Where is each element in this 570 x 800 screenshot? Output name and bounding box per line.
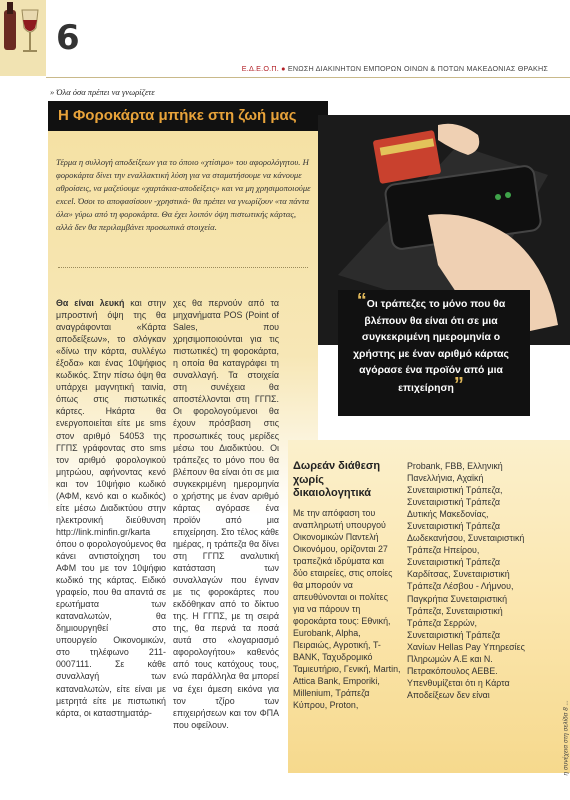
header-divider <box>46 77 570 78</box>
close-quote-icon: ” <box>453 373 464 396</box>
wine-logo <box>0 0 46 76</box>
association-name: ΕΝΩΣΗ ΔΙΑΚΙΝΗΤΩΝ ΕΜΠΟΡΩΝ ΟΙΝΩΝ & ΠΟΤΩΝ ΜΑΚΕΔΟΝΙΑΣ ΘΡΑΚΗΣ <box>287 64 548 73</box>
continued-note: η συνέχεια στη σελίδα 8 ... <box>563 700 570 776</box>
pull-quote <box>352 290 510 397</box>
column-3-text: Με την απόφαση του αναπληρωτή υπουργού Οικονομικών Παντελή Οικονόμου, ορίζονται 27 τραπεζικά ιδρύματα και δύο εταιρείες, στις οποίες θα μπορούν να απευθύνονται οι πολίτες για να πάρουν τη φοροκάρτα τους: Εθνική, Eurobank, Alpha, Πειραιώς, Αγροτική, T-BANK, Ταχυδρομικό Ταμιευτήριο, Γενική, Martin, Attica Bank, Emporiki, Millenium, Τράπεζα Κύπρου, Proton, <box>293 507 401 711</box>
column-3 <box>293 460 401 711</box>
subheading: Δωρεάν διάθεση χωρίς δικαιολογητικά <box>293 460 381 499</box>
page-number: 6 <box>56 18 80 58</box>
pull-quote-text: Οι τράπεζες το μόνο που θα βλέπουν θα είναι ότι σε μια συγκεκριμένη ημερομηνία ο χρήστης με έναν αριθμό κάρτας αγόρασε ένα προϊόν από μια επιχείρηση <box>353 299 509 394</box>
section-label: » Όλα όσα πρέπει να γνωρίζετε <box>50 87 155 97</box>
wine-glass-bottle-icon <box>0 0 46 76</box>
column-1-lead: Θα είναι λευκή <box>56 298 125 308</box>
open-quote-icon: “ <box>356 290 367 312</box>
intro-divider <box>58 267 308 268</box>
article-intro: Τέρμα η συλλογή αποδείξεων για το όποιο «χτίσιμο» του αφορολόγητου. Η φοροκάρτα δίνει την εναλλακτική λύση για να σταματήσουμε να κάνουμε αθροίσεις, να μαζεύουμε «χαρτάκια-αποδείξεις» και να μη χρησιμοποιούμε excel. Όσοι το αποφασίσουν -χρηστικά- θα πρέπει να γνωρίζουν «τα πάντα όλα» γύρω από τη φοροκάρτα. Θα έχει λοιπόν όψη πιστωτικής κάρτας, αλλά δεν θα περιλαμβάνει προσωπικά στοιχεία. <box>56 157 311 232</box>
column-4: Probank, FBB, Ελληνική Πανελλήνια, Αχαϊκή Συνεταιριστική Τράπεζα, Συνεταιριστική Τράπεζα Δυτικής Μακεδονίας, Συνεταιριστική Τράπεζα Δωδεκανήσου, Συνεταιριστική Τράπεζα Ηπείρου, Συνεταιριστική Τράπεζα Καρδίτσας, Συνεταιριστική Τράπεζα Λέσβου - Λήμνου, Παγκρήτια Συνεταιριστική Τράπεζα, Συνεταιριστική Τράπεζα Σερρών, Συνεταιριστική Τράπεζα Χανίων Hellas Pay Υπηρεσίες Πληρωμών Α.Ε και Ν. Πετρακόπουλος ΑΕΒΕ. Υπενθυμίζεται ότι η Κάρτα Αποδείξεων δεν είναι <box>407 461 525 700</box>
association-header <box>242 64 548 73</box>
column-1-text: και στην μπροστινή όψη της θα αναγράφονται «Κάρτα αποδείξεων», το σλόγκαν «δίνω την κάρτα, συλλέγω έξοδα» και ένας 10ψήφιος κωδικός. Στην πίσω όψη θα υπάρχει μαγνητική ταινία, όπως στις πιστωτικές κάρτες. Ηκάρτα θα ενεργοποιείται είτε με sms στον αριθμό 54053 της ΓΓΠΣ γράφοντας στο sms τον αριθμό φορολογικού μητρώου, αφήνοντας κενό και τον 10ψήφιο κωδικό (ΑΦΜ, κενό και ο κωδικός) είτε μέσω Διαδικτύου στην ηλεκτρονική διεύθυνση http://link.minfin.gr/karta όπου ο φορολογούμενος θα κάνει αντιστοίχηση του ΑΦΜ του με τον 10ψήφιο κωδικό της κάρτας. Ειδικό γραφείο, που θα απαντά σε ερωτήματα των καταναλωτών, θα δημιουργηθεί στο υπουργείο Οικονομικών, στο τηλέφωνο 211-0007111. Σε κάθε συναλλαγή των καταναλωτών, είτε είναι με μετρητά είτε με πιστωτική κάρτα, οι καταστηματάρ- <box>56 298 166 718</box>
column-2: χες θα περνούν από τα μηχανήματα POS (Point of Sales, που χρησιμοποιούνται για τις πιστωτικές) τη φοροκάρτα, η οποία θα καταγράφει τη συναλλαγή. Τα στοιχεία στη συνέχεια θα αποστέλλονται στη ΓΓΠΣ. Οι φορολογούμενοι θα έχουν πρόσβαση στις προσωπικές τους μερίδες μέσω του Διαδικτύου. Οι τράπεζες το μόνο που θα βλέπουν θα είναι ότι σε μια συγκεκριμένη ημερομηνία ο χρήστης με έναν αριθμό κάρτας αγόρασε ένα προϊόν από μια επιχείρηση. Στο τέλος κάθε ημέρας, η τράπεζα θα δίνει στη ΓΓΠΣ αναλυτική κατάσταση των συναλλαγών που έγιναν με τις φοροκάρτες που εκδόθηκαν από το δίκτυο της. Η ΓΓΠΣ, με τη σειρά της, θα περνά τα ποσά αυτά στο «λογαριασμό αφορολογήτου» καθενός από τους κατόχους τους, ενώ παράλληλα θα μπορεί να έχει άμεση εικόνα για τον τζίρο των επιχειρήσεων και τον ΦΠΑ που οφείλουν. <box>173 298 279 730</box>
association-abbr: Ε.Δ.Ε.Ο.Π. ● <box>241 64 286 73</box>
article-title: Η Φοροκάρτα μπήκε στη ζωή μας <box>58 107 297 124</box>
column-1 <box>56 297 166 719</box>
